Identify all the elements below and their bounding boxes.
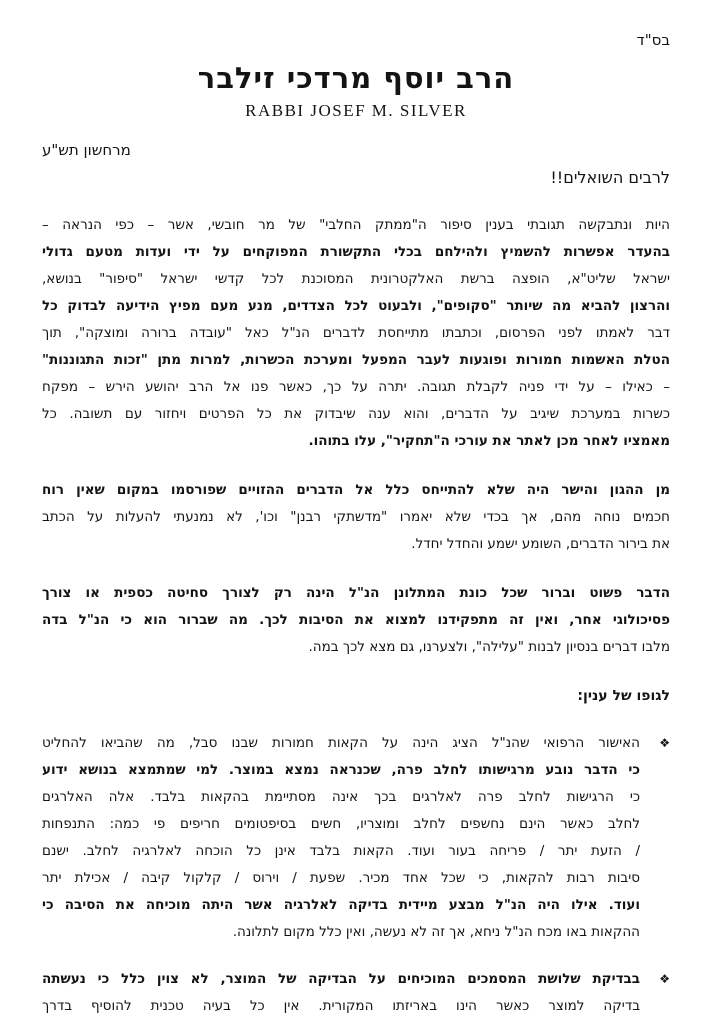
salutation-line: לרבים השואלים!!	[550, 168, 670, 187]
paragraph	[42, 477, 670, 558]
text-line: חכמים נוחה מהם, אך בכדי שלא יאמרו "מדשתקי רבנן" וכו', לא נמנעתי להעלות על הכתב	[42, 509, 670, 525]
bullet-item	[42, 730, 670, 946]
text-line: מאמציו לאחר מכן לאתר את עורכי ה"תחקיר", עלו בתוהו.	[308, 433, 670, 449]
bullet-item	[42, 966, 670, 1020]
text-line: סיבות רבות להקאות, כי שכל אחד מכיר. שפעת / וירוס / קלקול קיבה / אכילת יתר	[42, 870, 640, 886]
text-line: היות ונתבקשה תגובתי בענין סיפור ה"ממתק החלבי" של מר חובשי, אשר – כפי הנראה –	[42, 217, 670, 233]
text-line: את בירור הדברים, השומע ישמע והחדל יחדל.	[411, 536, 670, 552]
text-line: כי הדבר נובע מרגישותו לחלב פרה, שכנראה נמצא במוצר. למי שמתמצא בנושא ידוע	[42, 762, 640, 778]
letter-body	[42, 212, 670, 1020]
date-line: מרחשון תש"ע	[42, 141, 131, 159]
text-line: ישראל שליט"א, הופצה ברשת האלקטרונית המסוכנת לכל קדשי ישראל "סיפור" בנושא,	[42, 271, 670, 287]
text-line: ההקאות באו מכח הנ"ל ניחא, אך זה לא נעשה, ואין כלל מקום לתלונה.	[232, 924, 640, 940]
text-line: האישור הרפואי שהנ"ל הציג הינה על הקאות חמורות שבנו סבל, מה שהביאו להחליט	[42, 735, 640, 751]
section-header: לגופו של ענין:	[577, 688, 670, 704]
text-line: דבר לאמתו לפני הפרסום, וכתבתו מתייחסת לדברים הנ"ל כאל "עובדה ברורה ומוצקה", תוך	[42, 325, 670, 341]
text-line: כי הרגישות לחלב פרה לאלרגים בכך אינה מסתיימת בהקאות בלבד. אלה האלרגים	[42, 789, 640, 805]
text-line: הדבר פשוט וברור שכל כונת המתלונן הנ"ל הינה רק לצורך סחיטה כספית או צורך	[42, 585, 670, 601]
bsd-heading: בס"ד	[636, 31, 670, 49]
body-paragraphs	[42, 212, 670, 661]
body-bullets	[42, 730, 670, 1020]
text-line: בבדיקת שלושת המסמכים המוכיחים על הבדיקה של המוצר, לא צוין כלל כי נעשתה	[42, 971, 640, 987]
text-line: והרצון להביא מה שיותר "סקופים", ולבעוט לכל הצדדים, מנע מעם מפיץ הידיעה לבדוק כל	[42, 298, 670, 314]
text-line: מן ההגון והישר היה שלא להתייחס כלל אל הדברים ההזויים שפורסמו במקום שאין רוח	[42, 482, 670, 498]
text-line: / הזעת יתר / פריחה בעור ועוד. הקאות בלבד אינן כל הוכחה לאלרגיה לחלב. ישנם	[42, 843, 640, 859]
page-title-english: RABBI JOSEF M. SILVER	[245, 101, 467, 120]
text-line: בהעדר אפשרות להשמיץ ולהילחם בכלי התקשורת המפוקחים על ידי ועדות מטעם גדולי	[42, 244, 670, 260]
diamond-bullet-icon: ❖	[659, 972, 670, 986]
page-title-hebrew: הרב יוסף מרדכי זילבר	[197, 61, 515, 95]
text-line: פסיכולוגי אחר, ואין זה מתפקידנו למצוא את הסיבות לכך. מה שברור הוא כי הנ"ל בדה	[42, 612, 670, 628]
text-line: ועוד. אילו היה הנ"ל מבצע מיידית בדיקה לאלרגיה אשר היתה מוכיחה את הסיבה כי	[42, 897, 640, 913]
text-line: כשרות במערכת שיגיב על הדברים, והוא ענה שיבדוק את כל הפרטים ויחזור עם תשובה. כל	[42, 406, 670, 422]
paragraph	[42, 212, 670, 455]
text-line: לחלב כאשר הינם נחשפים לחלב ומוצריו, חשים בסיפטומים חריפים פי כמה: התנפחות	[42, 816, 640, 832]
paragraph	[42, 580, 670, 661]
text-line: בדיקה למוצר כאשר הינו באריזתו המקורית. אין כל בעיה טכנית להוסיף בדרך	[42, 998, 640, 1014]
bullet-text	[42, 730, 640, 946]
text-line: – כאילו – על ידי פניה לקבלת תגובה. יתרה על כך, כאשר פנו אל הרב יהושע הירש – מפקח	[42, 379, 670, 395]
text-line: מלבו דברים בנסיון לבנות "עלילה", ולצערנו, גם מצא לכך במה.	[308, 639, 670, 655]
diamond-bullet-icon: ❖	[659, 736, 670, 750]
bullet-text	[42, 966, 640, 1020]
text-line: הטלת האשמות חמורות ופוגעות לעבר המפעל ומערכת הכשרות, למרות מתן "זכות התגוננות"	[42, 352, 670, 368]
